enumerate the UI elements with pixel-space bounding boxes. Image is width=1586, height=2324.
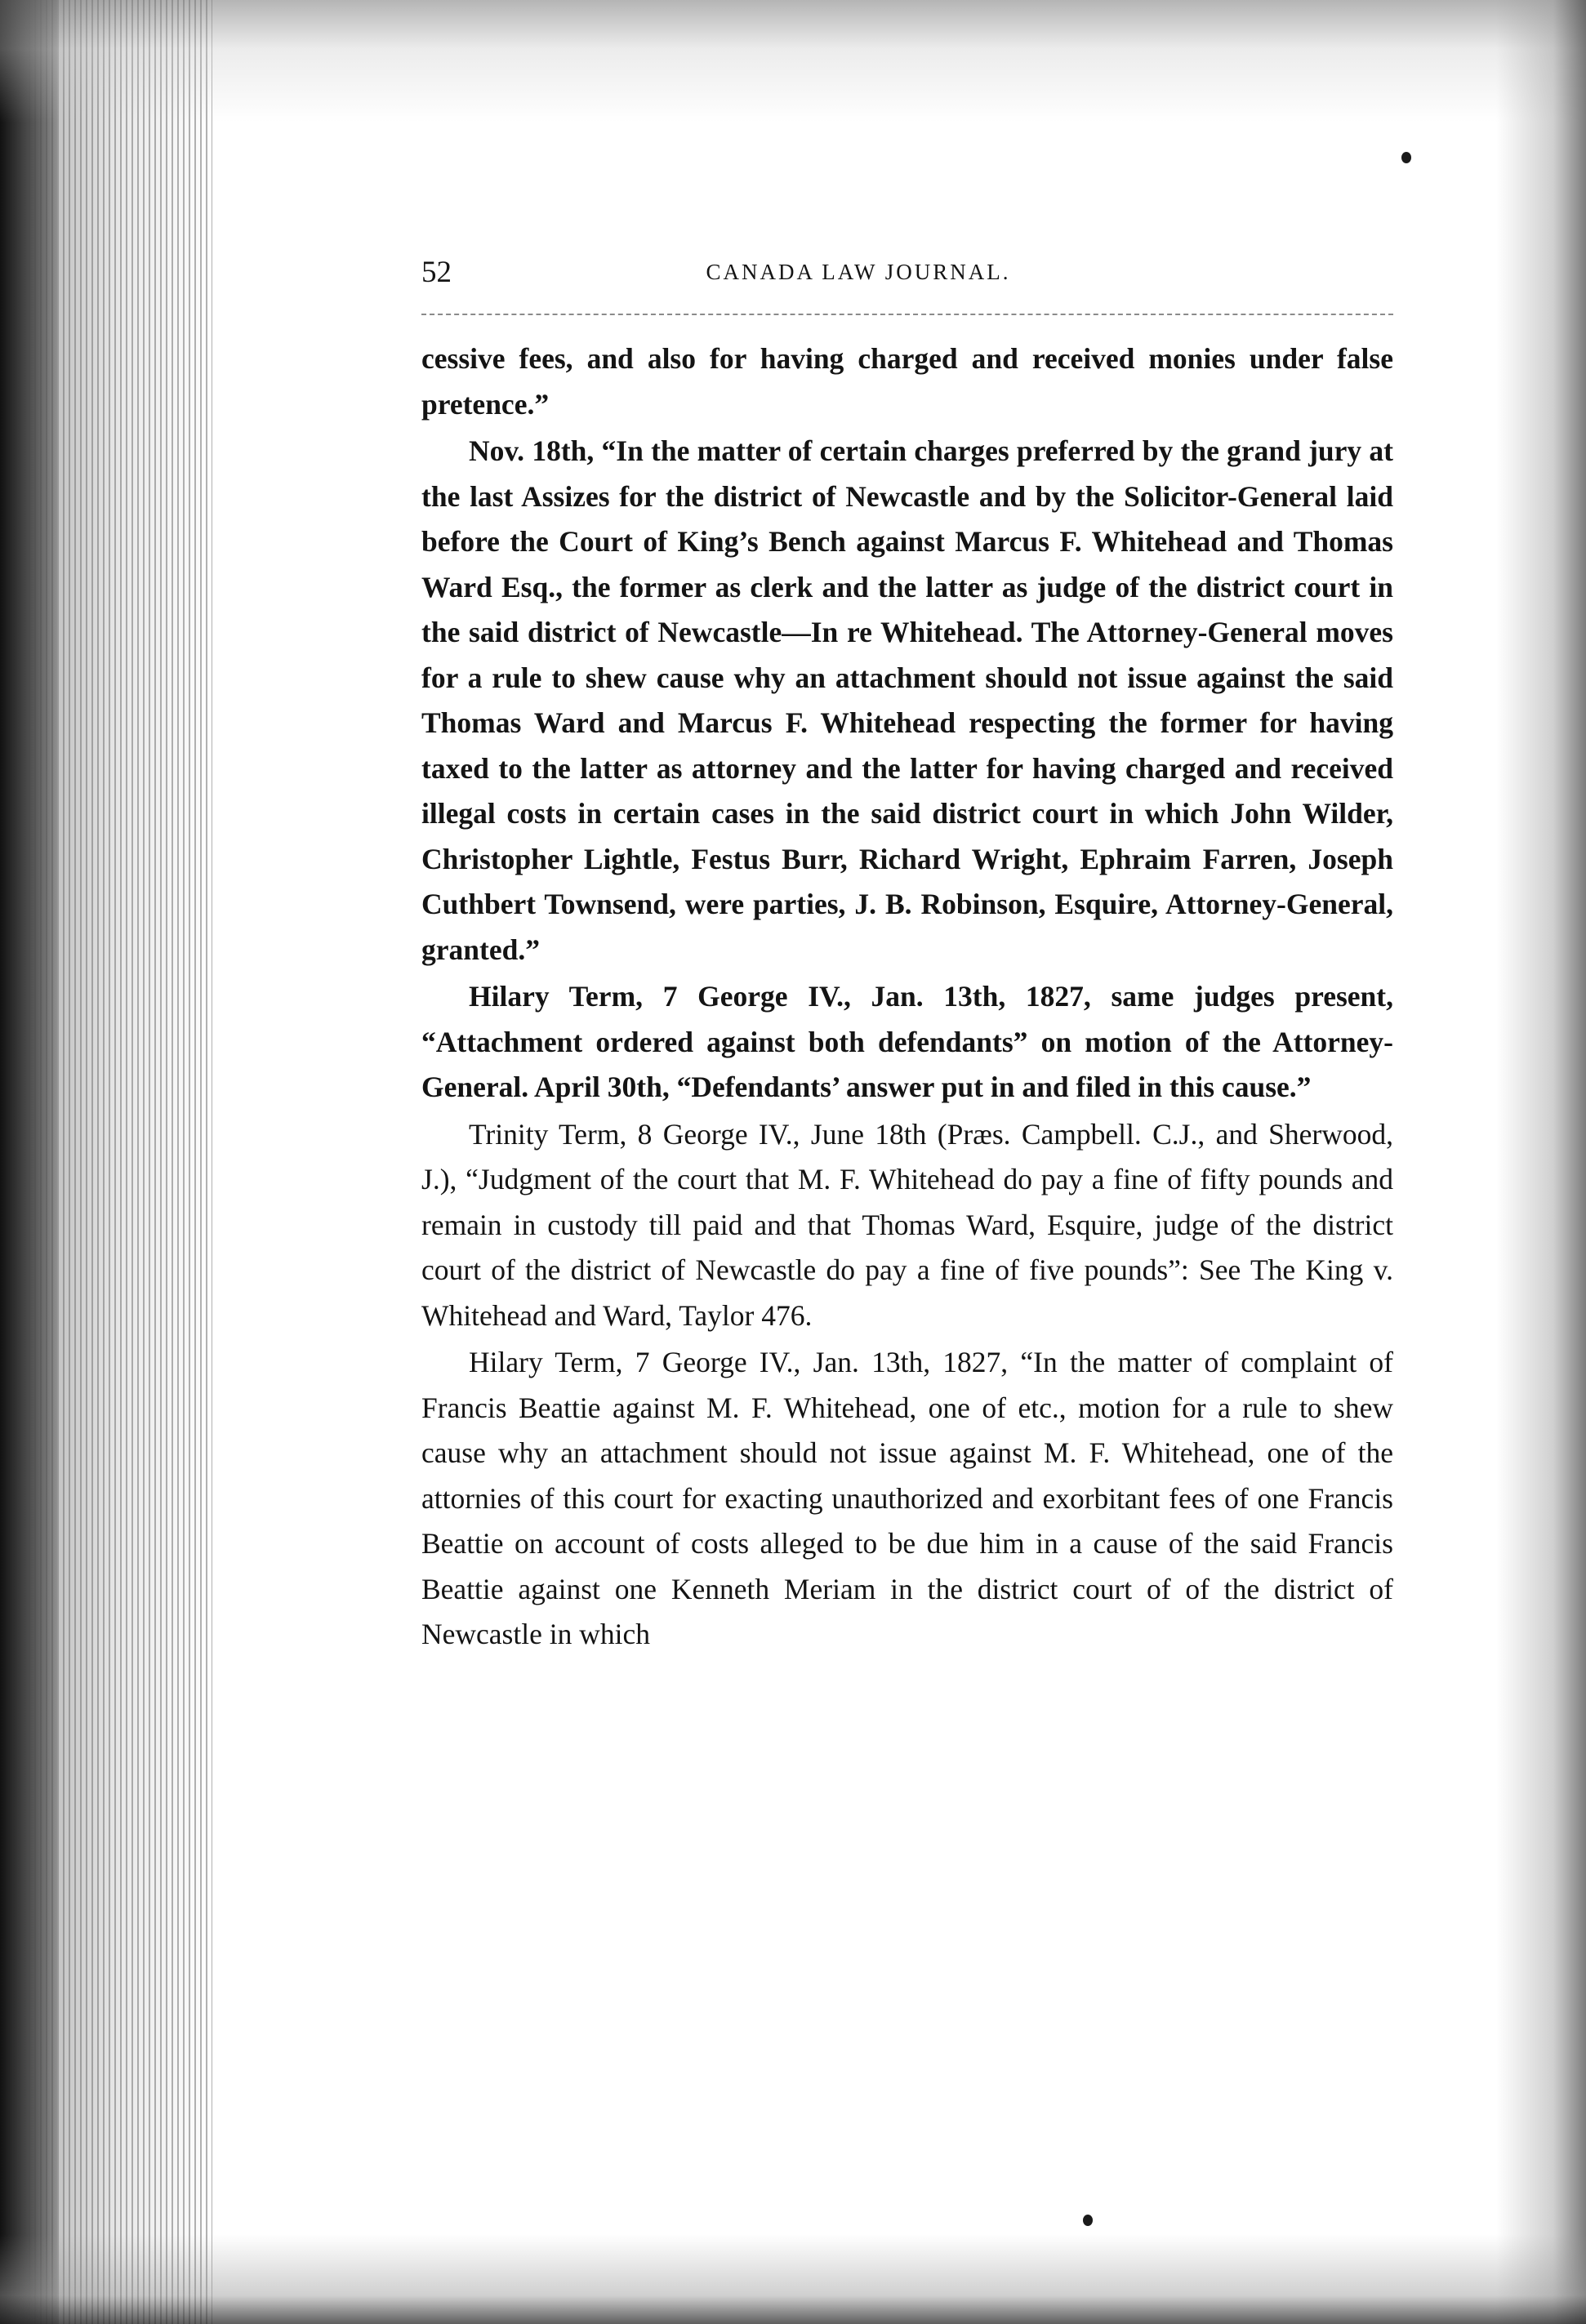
scan-top-edge [0, 0, 1586, 122]
paragraph: cessive fees, and also for having charged and received monies under false pretence.” [421, 342, 1393, 421]
scan-speck [1083, 2215, 1093, 2226]
page-number: 52 [421, 256, 452, 289]
paragraph: Trinity Term, 8 George IV., June 18th (Præs. Campbell. C.J., and Sherwood, J.), “Judgment of the court that M. F. Whitehead do pay a fine of fifty pounds and remain in custody till paid and that Thomas Ward, Esquire, judge of the district court of the district of Newcastle do pay a fine of five pounds”: See The King v. Whitehead and Ward, Taylor 476. [421, 1117, 1393, 1332]
document-page [421, 255, 1393, 1659]
paragraph: Hilary Term, 7 George IV., Jan. 13th, 1827, same judges present, “Attachment ordered against both defendants” on motion of the Attorney-General. April 30th, “Defendants’ answer put in and filed in this cause.” [421, 980, 1393, 1103]
scan-binding-edge [0, 0, 57, 2324]
header-rule [421, 314, 1393, 315]
body-text [421, 336, 1393, 1658]
paragraph: Nov. 18th, “In the matter of certain charges preferred by the grand jury at the last Assizes for the district of Newcastle and by the Solicitor-General laid before the Court of King’s Bench against Marcus F. Whitehead and Thomas Ward Esq., the former as clerk and the latter as judge of the district court in the said district of Newcastle—In re Whitehead. The Attorney-General moves for a rule to shew cause why an attachment should not issue against the said Thomas Ward and Marcus F. Whitehead respecting the former for having taxed to the latter as attorney and the latter for having charged and received illegal costs in certain cases in the said district court in which John Wilder, Christopher Lightle, Festus Burr, Richard Wright, Ephraim Farren, Joseph Cuthbert Townsend, were parties, J. B. Robinson, Esquire, Attorney-General, granted.” [421, 434, 1393, 966]
paragraph: Hilary Term, 7 George IV., Jan. 13th, 1827, “In the matter of complaint of Francis Beattie against M. F. Whitehead, one of etc., motion for a rule to shew cause why an attachment should not issue against M. F. Whitehead, one of the attornies of this court for exacting unauthorized and exorbitant fees of one Francis Beattie on account of costs alleged to be due him in a cause of the said Francis Beattie against one Kenneth Meriam in the district court of of the district of Newcastle in which [421, 1346, 1393, 1650]
scan-speck [1401, 152, 1411, 163]
journal-title: CANADA LAW JOURNAL. [706, 260, 1011, 284]
scan-right-edge [1496, 0, 1586, 2324]
scan-bottom-edge [0, 2234, 1586, 2324]
running-head [421, 255, 1393, 297]
